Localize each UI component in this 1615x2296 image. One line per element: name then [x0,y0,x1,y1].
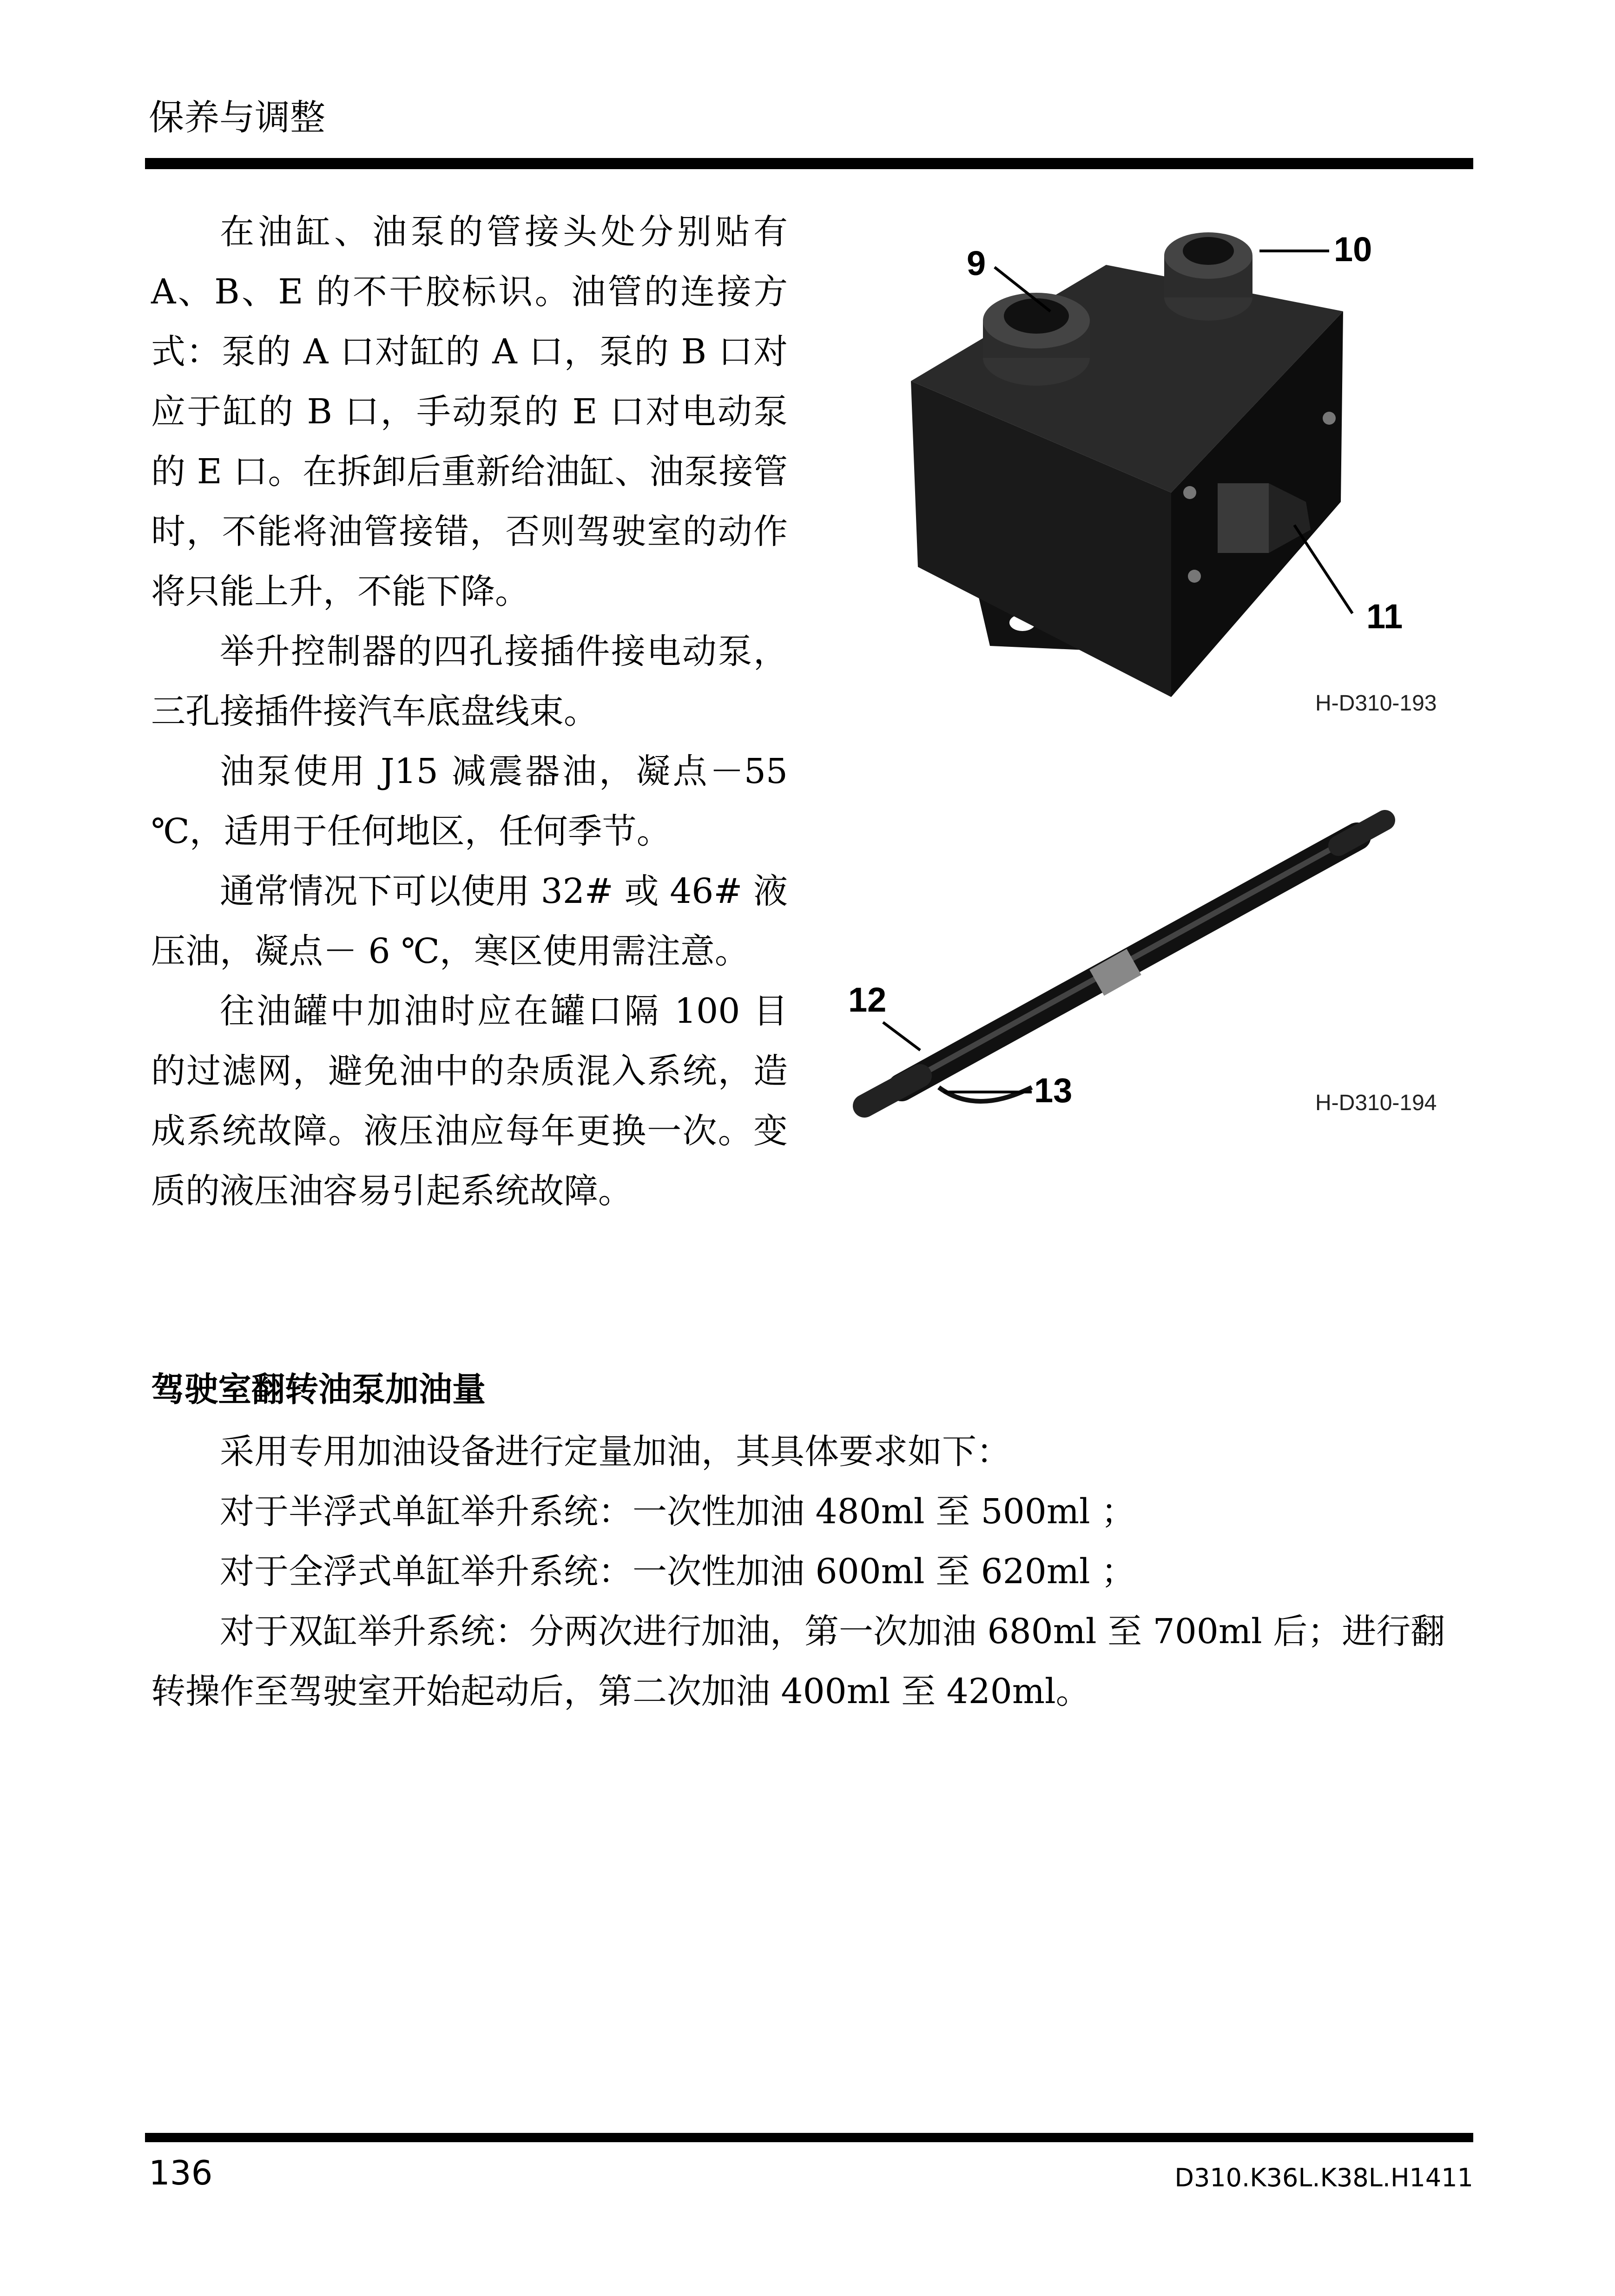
requirement-semi-floating: 对于半浮式单缸举升系统：一次性加油 480ml 至 500ml ； [220,1492,1136,1532]
callout-12: 12 [848,980,887,1019]
controller-box-illustration [837,204,1473,725]
section-title: 驾驶室翻转油泵加油量 [151,1370,486,1409]
page-header-title: 保养与调整 [149,97,325,138]
page-number: 136 [149,2153,213,2192]
cylinder-illustration [837,809,1473,1134]
callout-11: 11 [1366,597,1403,636]
figure-caption: H-D310-193 [1315,691,1437,716]
callout-10: 10 [1334,230,1372,269]
paragraph-pipe-connections: 在油缸、油泵的管接头处分别贴有 A、B、E 的不干胶标识。油管的连接方式：泵的 A 口对缸的 A 口，泵的 B 口对应于缸的 B 口，手动泵的 E 口对电动泵的 E 口。在拆卸后重新给油缸、油泵接管时，不能将油管接错，否则驾驶室的动作将只能上升，不能下降。 [151,212,788,612]
callout-13: 13 [1034,1071,1073,1110]
paragraph-j15-oil: 油泵使用 J15 减震器油，凝点－55 ℃，适用于任何地区，任何季节。 [151,751,788,851]
body-text-column [151,202,788,1221]
header-rule [145,158,1473,169]
figure-caption: H-D310-194 [1315,1091,1437,1115]
figure-hydraulic-cylinder [837,809,1473,1134]
figure-lift-controller [837,204,1473,725]
oil-quantity-section [151,1362,1473,1722]
document-code: D310.K36L.K38L.H1411 [1174,2163,1473,2192]
paragraph-filling-filter: 往油罐中加油时应在罐口隔 100 目的过滤网，避免油中的杂质混入系统，造成系统故障。液压油应每年更换一次。变质的液压油容易引起系统故障。 [151,991,788,1211]
callout-9: 9 [967,244,986,283]
requirement-full-floating: 对于全浮式单缸举升系统：一次性加油 600ml 至 620ml ； [220,1552,1136,1592]
paragraph-hydraulic-oil: 通常情况下可以使用 32# 或 46# 液压油，凝点－ 6 ℃，寒区使用需注意。 [151,871,788,971]
requirement-dual-cylinder: 对于双缸举升系统：分两次进行加油，第一次加油 680ml 至 700ml 后；进行翻转操作至驾驶室开始起动后，第二次加油 400ml 至 420ml。 [151,1612,1445,1711]
section-intro: 采用专用加油设备进行定量加油，其具体要求如下： [220,1432,1011,1472]
paragraph-connectors: 举升控制器的四孔接插件接电动泵，三孔接插件接汽车底盘线束。 [151,632,788,731]
footer-rule [145,2133,1473,2142]
